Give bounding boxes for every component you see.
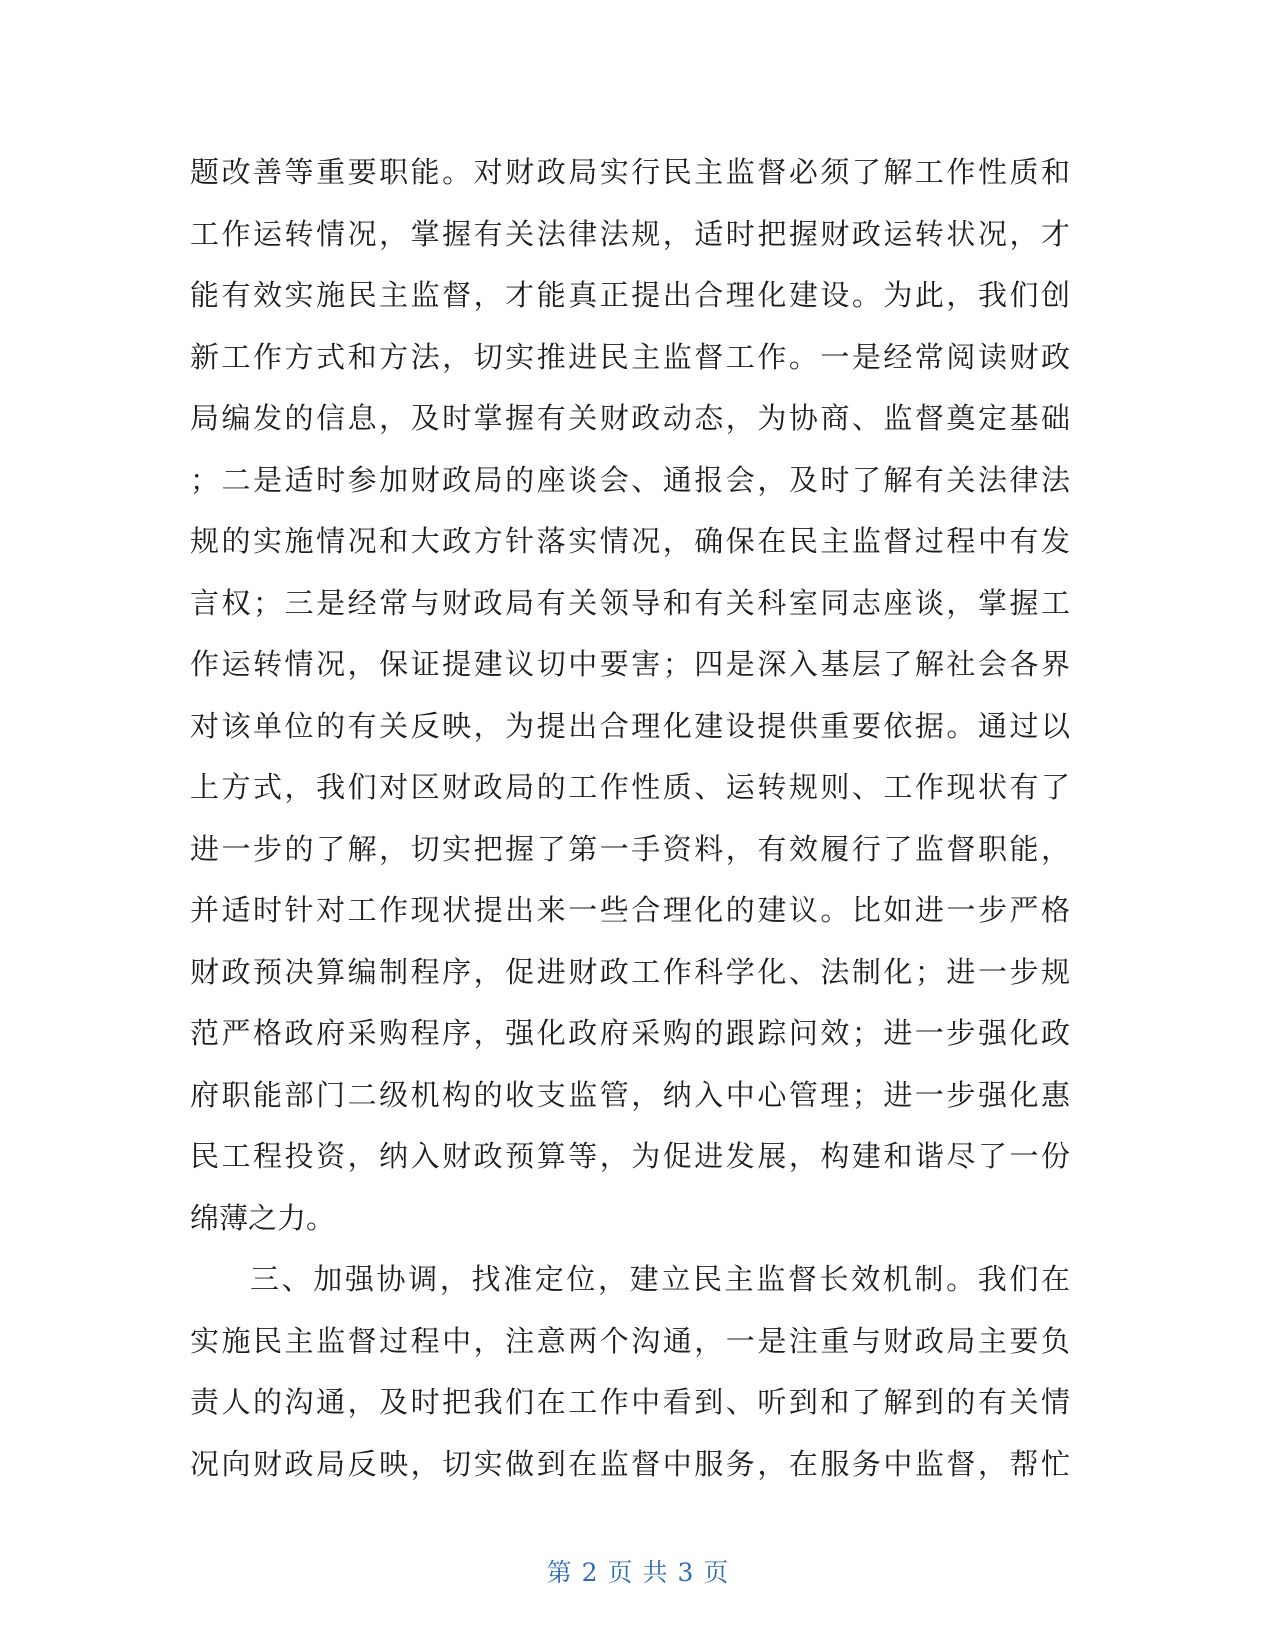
text-line: 言权；三是经常与财政局有关领导和有关科室同志座谈，掌握工 <box>190 585 1070 620</box>
text-line: 范严格政府采购程序，强化政府采购的跟踪问效；进一步强化政 <box>190 1016 1070 1050</box>
current-page-number: 2 <box>581 1558 598 1587</box>
text-line: 规的实施情况和大政方针落实情况，确保在民主监督过程中有发 <box>190 524 1070 558</box>
text-line: 工作运转情况，掌握有关法律法规，适时把握财政运转状况，才 <box>190 216 1070 251</box>
text-line: 题改善等重要职能。对财政局实行民主监督必须了解工作性质和 <box>190 155 1070 189</box>
text-line: 民工程投资，纳入财政预算等，为促进发展，构建和谐尽了一份 <box>190 1139 1070 1173</box>
text-line: 局编发的信息，及时掌握有关财政动态，为协商、监督奠定基础 <box>190 401 1070 435</box>
text-line: 能有效实施民主监督，才能真正提出合理化建设。为此，我们创 <box>190 278 1070 312</box>
body-text <box>190 142 1070 1495</box>
text-line: 况向财政局反映，切实做到在监督中服务，在服务中监督，帮忙 <box>190 1446 1070 1481</box>
text-line: 府职能部门二级机构的收支监管，纳入中心管理；进一步强化惠 <box>190 1077 1070 1112</box>
text-line: 对该单位的有关反映，为提出合理化建设提供重要依据。通过以 <box>190 708 1070 743</box>
text-line: 财政预决算编制程序，促进财政工作科学化、法制化；进一步规 <box>190 954 1070 989</box>
text-line: 新工作方式和方法，切实推进民主监督工作。一是经常阅读财政 <box>190 339 1070 374</box>
text-line: 实施民主监督过程中，注意两个沟通，一是注重与财政局主要负 <box>190 1323 1070 1358</box>
text-line: ；二是适时参加财政局的座谈会、通报会，及时了解有关法律法 <box>190 462 1070 497</box>
text-line: 上方式，我们对区财政局的工作性质、运转规则、工作现状有了 <box>190 770 1070 804</box>
text-line: 进一步的了解，切实把握了第一手资料，有效履行了监督职能， <box>190 831 1070 866</box>
paragraph-end-line: 绵薄之力。 <box>190 1200 336 1235</box>
page-label-mid: 页 <box>607 1558 633 1587</box>
text-line: 作运转情况，保证提建议切中要害；四是深入基层了解社会各界 <box>190 647 1070 681</box>
text-line: 责人的沟通，及时把我们在工作中看到、听到和了解到的有关情 <box>190 1385 1070 1419</box>
paragraph-start-line: 三、加强协调，找准定位，建立民主监督长效机制。我们在 <box>250 1262 1070 1296</box>
total-label: 共 <box>642 1558 668 1587</box>
text-line: 并适时针对工作现状提出来一些合理化的建议。比如进一步严格 <box>190 893 1070 927</box>
page-footer <box>0 1553 1275 1589</box>
page-label-prefix: 第 <box>546 1558 572 1587</box>
page-label-suffix: 页 <box>703 1558 729 1587</box>
total-pages-number: 3 <box>677 1558 694 1587</box>
